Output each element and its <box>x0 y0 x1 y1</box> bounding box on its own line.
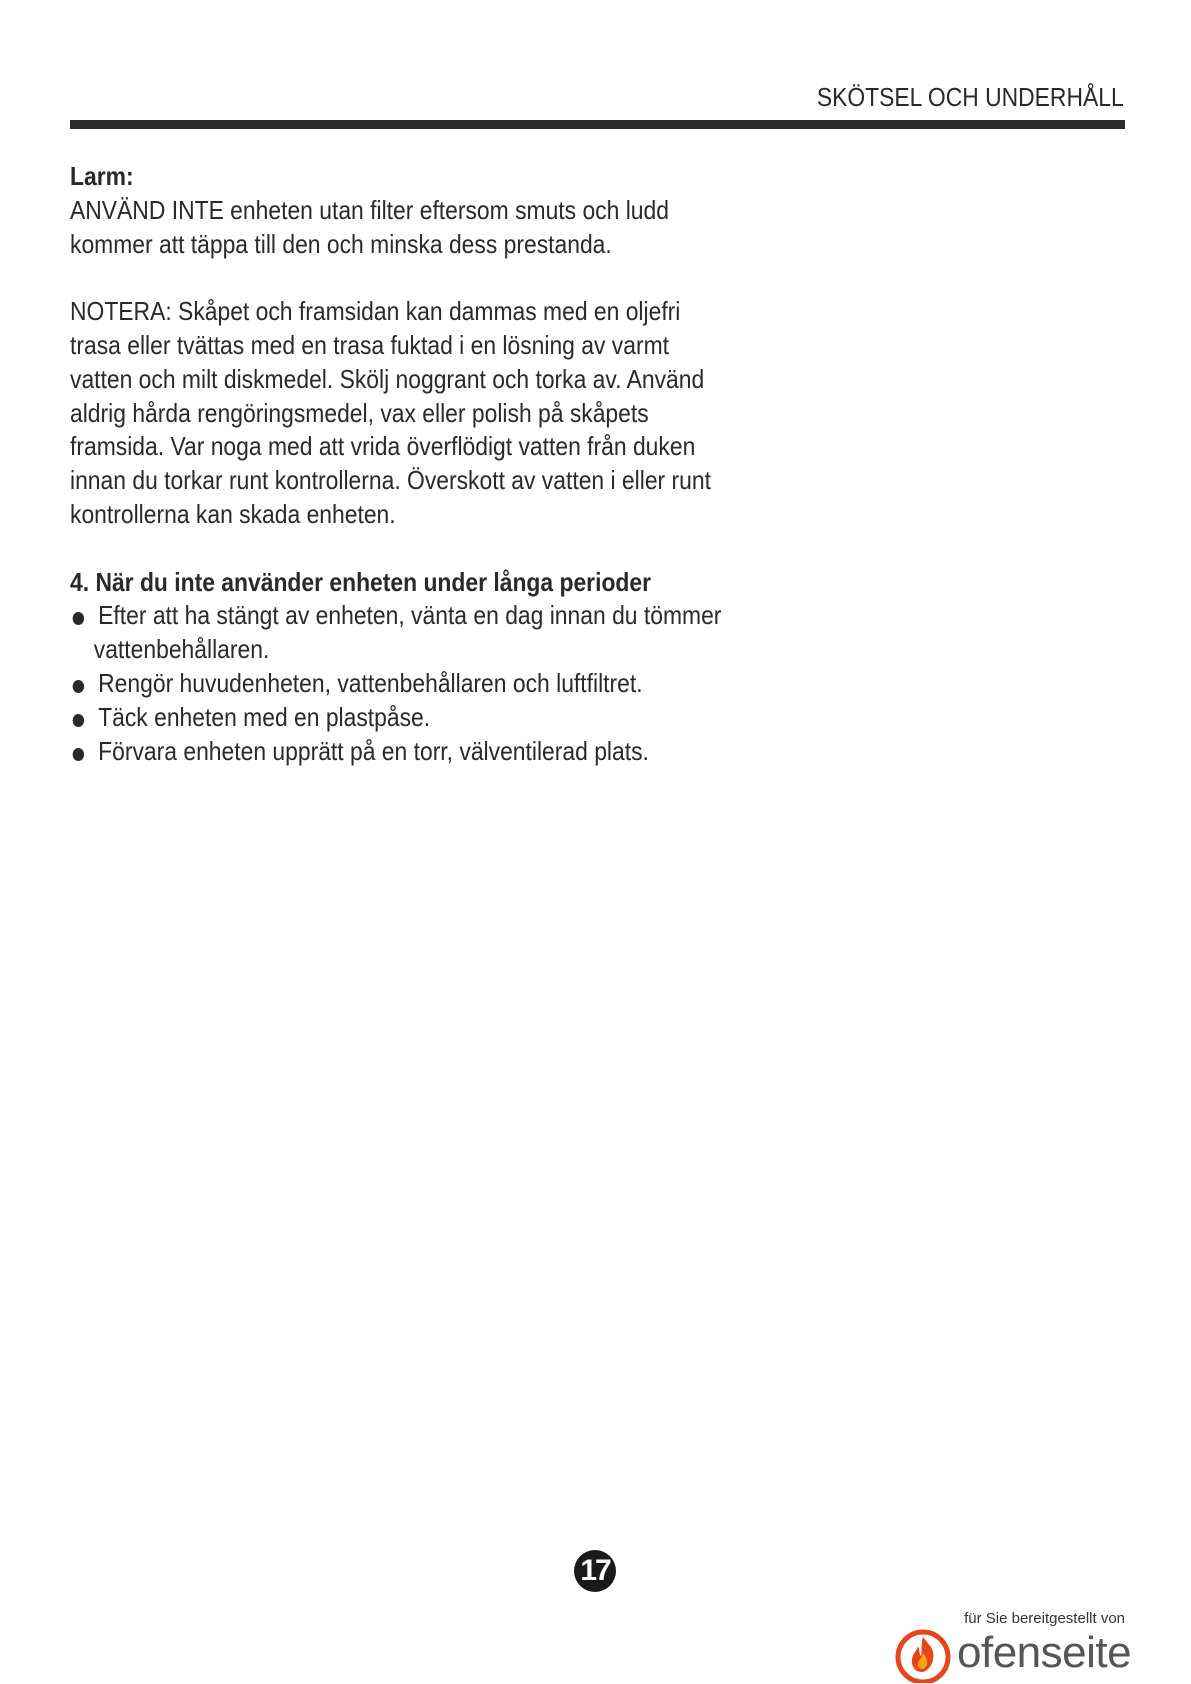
page-number: 17 <box>574 1550 616 1592</box>
list-item-text: Rengör huvudenheten, vattenbehållaren och luftfiltret. <box>98 667 643 698</box>
bullet-icon <box>73 748 84 761</box>
note-line: innan du torkar runt kontrollerna. Överskott av vatten i eller runt <box>70 465 711 496</box>
note-line: framsida. Var noga med att vrida överflödigt vatten från duken <box>70 431 696 462</box>
storage-heading: 4. När du inte använder enheten under långa perioder <box>70 566 652 597</box>
alarm-heading: Larm: <box>70 161 134 191</box>
list-item-text: Förvara enheten upprätt på en torr, välventilerad plats. <box>98 735 649 766</box>
flame-icon <box>895 1627 951 1683</box>
alarm-line: kommer att täppa till den och minska dess prestanda. <box>70 228 612 259</box>
alarm-line: ANVÄND INTE enheten utan filter eftersom smuts och ludd <box>70 194 669 225</box>
page-content <box>70 160 756 768</box>
bullet-icon <box>73 680 84 693</box>
header-rule <box>70 120 1125 129</box>
paragraph-gap <box>70 261 756 295</box>
list-item <box>70 701 756 735</box>
list-item <box>70 599 756 667</box>
list-item-text: Täck enheten med en plastpåse. <box>98 701 431 732</box>
bullet-icon <box>73 714 84 727</box>
list-item-text-continued: vattenbehållaren. <box>93 634 270 665</box>
note-line: vatten och milt diskmedel. Skölj noggrant och torka av. Använd <box>70 363 705 394</box>
provided-by-text: für Sie bereitgestellt von <box>964 1610 1125 1627</box>
list-item <box>70 735 756 769</box>
list-item-text: Efter att ha stängt av enheten, vänta en dag innan du tömmer <box>98 600 722 631</box>
note-line: aldrig hårda rengöringsmedel, vax eller polish på skåpets <box>70 397 649 428</box>
ofenseite-logo[interactable] <box>895 1625 1135 1681</box>
brand-name: ofenseite <box>957 1628 1132 1677</box>
note-line: kontrollerna kan skada enheten. <box>70 498 396 529</box>
section-title: SKÖTSEL OCH UNDERHÅLL <box>817 82 1124 112</box>
list-item <box>70 667 756 701</box>
storage-list <box>70 599 756 768</box>
bullet-icon <box>73 612 84 625</box>
note-line: NOTERA: Skåpet och framsidan kan dammas med en oljefri <box>70 296 681 327</box>
note-line: trasa eller tvättas med en trasa fuktad i en lösning av varmt <box>70 329 669 360</box>
paragraph-gap <box>70 532 756 566</box>
